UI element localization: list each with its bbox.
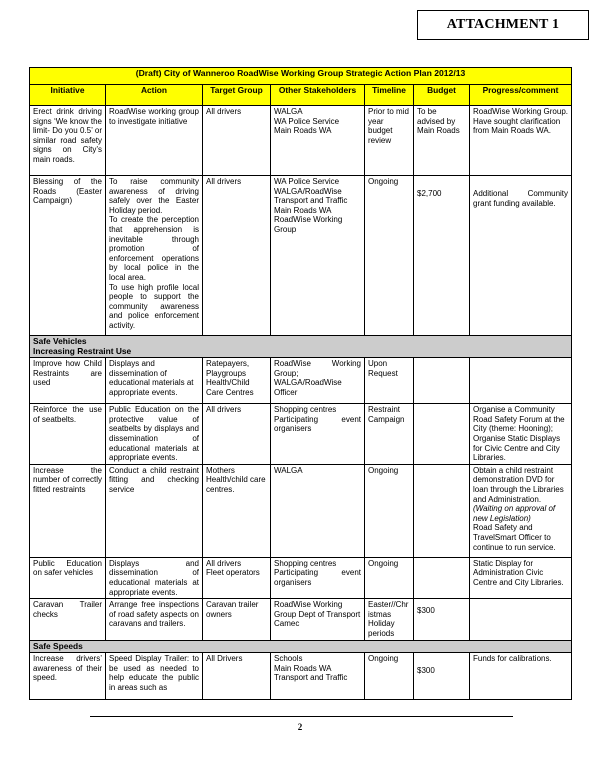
- target-line: Mothers: [206, 465, 235, 475]
- budget-value: $300: [417, 606, 435, 616]
- table-row: [30, 599, 572, 640]
- action-plan-table: [29, 67, 572, 700]
- cell-other: [271, 176, 365, 336]
- cell-budget: [414, 464, 470, 557]
- stakeholder: RoadWise Working Group;: [274, 359, 361, 378]
- cell-other: [271, 599, 365, 640]
- stakeholder: Shopping centres: [274, 558, 337, 568]
- target-line: Health/child care centres.: [206, 475, 266, 494]
- cell-progress: Funds for calibrations.: [470, 653, 572, 700]
- cell-action: Displays and dissemination of educational materials at appropriate events.: [106, 557, 203, 598]
- table-row: [30, 653, 572, 700]
- target-line: All drivers: [206, 558, 242, 568]
- progress-line: Road Safety and TravelSmart Officer to continue to run service.: [473, 523, 556, 552]
- header-progress: Progress/comment: [470, 85, 572, 106]
- target-line: Playgroups: [206, 368, 247, 378]
- cell-action: [106, 176, 203, 336]
- stakeholder: WALGA/RoadWise: [274, 186, 342, 196]
- cell-timeline: Easter//Christmas Holiday periods: [365, 599, 414, 640]
- table-row: [30, 464, 572, 557]
- header-action: Action: [106, 85, 203, 106]
- cell-target: [203, 557, 271, 598]
- cell-other: [271, 653, 365, 700]
- footer-rule: [90, 716, 513, 717]
- cell-other: [271, 358, 365, 404]
- stakeholder: Main Roads WA: [274, 126, 332, 136]
- target-line: Fleet operators: [206, 568, 260, 578]
- cell-budget: [414, 599, 470, 640]
- cell-progress: [470, 464, 572, 557]
- attachment-label: ATTACHMENT 1: [417, 10, 589, 40]
- cell-progress: [470, 176, 572, 336]
- cell-initiative: Reinforce the use of seatbelts.: [30, 404, 106, 465]
- stakeholder: Shopping centres: [274, 405, 337, 415]
- cell-progress: [470, 358, 572, 404]
- cell-action: Public Education on the protective value of seatbelts by displays and dissemination of educational materials at appropriate events.: [106, 404, 203, 465]
- cell-target: All drivers: [203, 176, 271, 336]
- cell-target: Caravan trailer owners: [203, 599, 271, 640]
- stakeholder: Main Roads WA: [274, 663, 332, 673]
- cell-target: All drivers: [203, 106, 271, 176]
- cell-progress: Static Display for Administration Civic Centre and City Libraries.: [470, 557, 572, 598]
- budget-value: $300: [417, 666, 435, 676]
- section-header-safe-speeds: [30, 640, 572, 653]
- cell-timeline: Ongoing: [365, 653, 414, 700]
- cell-initiative: Improve how Child Restraints are used: [30, 358, 106, 404]
- cell-budget: [414, 653, 470, 700]
- progress-text: Additional Community grant funding available.: [473, 189, 569, 208]
- stakeholder: Camec: [274, 619, 300, 629]
- action-line: To raise community awareness of driving safely over the Easter Holiday period.: [109, 177, 199, 215]
- cell-initiative: Caravan Trailer checks: [30, 599, 106, 640]
- budget-value: $2,700: [417, 189, 442, 198]
- cell-action: Speed Display Trailer: to be used as needed to help educate the public in areas such as: [106, 653, 203, 700]
- cell-timeline: Prior to mid year budget review: [365, 106, 414, 176]
- header-initiative: Initiative: [30, 85, 106, 106]
- stakeholder: Transport and Traffic: [274, 196, 348, 206]
- cell-action: Displays and dissemination of educational materials at appropriate events.: [106, 358, 203, 404]
- section-header-safe-vehicles: [30, 336, 572, 358]
- cell-initiative: Erect drink driving signs ‘We know the limit- Do you 0.5’ or similar road safety signs on City’s main roads.: [30, 106, 106, 176]
- stakeholder: Participating event organisers: [274, 414, 361, 434]
- stakeholder: RoadWise Working Group: [274, 215, 343, 234]
- table-row: [30, 557, 572, 598]
- cell-target: [203, 358, 271, 404]
- cell-timeline: Ongoing: [365, 557, 414, 598]
- cell-budget: [414, 557, 470, 598]
- progress-line: Obtain a child restraint demonstration DVD for loan through the Libraries and Administration.: [473, 465, 564, 504]
- stakeholder: WALGA/RoadWise Officer: [274, 378, 342, 397]
- cell-budget: [414, 176, 470, 336]
- progress-line: RoadWise Working Group.: [473, 107, 568, 116]
- progress-note: (Waiting on approval of new Legislation): [473, 504, 556, 523]
- cell-progress: [470, 599, 572, 640]
- cell-progress: Organise a Community Road Safety Forum at the City (theme: Hooning); Organise Static Displays for Civic Centre and City Libraries.: [470, 404, 572, 465]
- target-line: Ratepayers,: [206, 359, 250, 369]
- header-budget: Budget: [414, 85, 470, 106]
- cell-action: RoadWise working group to investigate initiative: [106, 106, 203, 176]
- target-line: Health/Child Care Centres: [206, 378, 254, 397]
- cell-other: WALGA: [271, 464, 365, 557]
- table-row: [30, 404, 572, 465]
- cell-action: Arrange free inspections of road safety aspects on caravans and trailers.: [106, 599, 203, 640]
- cell-other: [271, 106, 365, 176]
- stakeholder: WA Police Service: [274, 116, 340, 126]
- table-row: [30, 358, 572, 404]
- section-title: Safe Speeds: [30, 640, 572, 653]
- page-number: 2: [297, 722, 303, 732]
- cell-other: [271, 557, 365, 598]
- cell-timeline: Restraint Campaign: [365, 404, 414, 465]
- cell-timeline: Ongoing: [365, 464, 414, 557]
- cell-budget: [414, 404, 470, 465]
- stakeholder: Main Roads WA: [274, 205, 332, 215]
- action-line: To create the perception that apprehension is inevitable through promotion of enforcement operations by local police in the local area.: [109, 215, 199, 282]
- cell-other: [271, 404, 365, 465]
- stakeholder: Transport and Traffic: [274, 673, 348, 683]
- cell-budget: To be advised by Main Roads: [414, 106, 470, 176]
- cell-timeline: Ongoing: [365, 176, 414, 336]
- cell-initiative: Increase the number of correctly fitted restraints: [30, 464, 106, 557]
- cell-target: [203, 464, 271, 557]
- cell-initiative: Public Education on safer vehicles: [30, 557, 106, 598]
- cell-progress: [470, 106, 572, 176]
- header-other-stakeholders: Other Stakeholders: [271, 85, 365, 106]
- progress-line: Have sought clarification from Main Roads WA.: [473, 116, 561, 136]
- header-timeline: Timeline: [365, 85, 414, 106]
- cell-timeline: Upon Request: [365, 358, 414, 404]
- cell-budget: [414, 358, 470, 404]
- cell-initiative: Blessing of the Roads (Easter Campaign): [30, 176, 106, 336]
- stakeholder: WALGA: [274, 107, 303, 116]
- cell-target: All Drivers: [203, 653, 271, 700]
- table-row: [30, 176, 572, 336]
- section-subtitle: Increasing Restraint Use: [33, 345, 132, 356]
- section-title: Safe Vehicles: [33, 336, 87, 346]
- cell-target: All drivers: [203, 404, 271, 465]
- table-row: [30, 106, 572, 176]
- header-target-group: Target Group: [203, 85, 271, 106]
- table-title: (Draft) City of Wanneroo RoadWise Working Group Strategic Action Plan 2012/13: [30, 68, 572, 85]
- action-line: To use high profile local people to support the community awareness and police enforcement activity.: [109, 282, 199, 330]
- stakeholder: Participating event organisers: [274, 568, 361, 587]
- stakeholder: Schools: [274, 654, 303, 664]
- stakeholder: WA Police Service: [274, 177, 340, 186]
- stakeholder: RoadWise Working Group Dept of Transport: [274, 600, 361, 619]
- cell-initiative: Increase drivers’ awareness of their speed.: [30, 653, 106, 700]
- cell-action: Conduct a child restraint fitting and checking service: [106, 464, 203, 557]
